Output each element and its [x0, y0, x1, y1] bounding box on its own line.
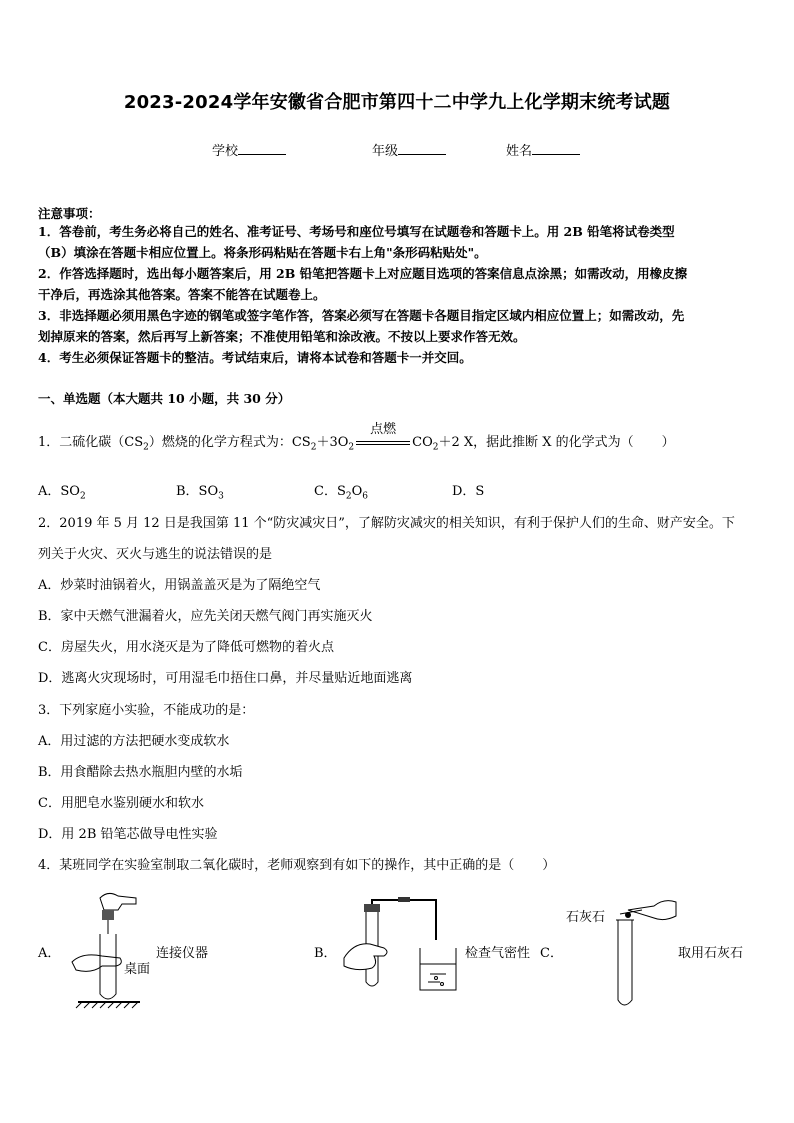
exam-title: 2023-2024学年安徽省合肥市第四十二中学九上化学期末统考试题	[123, 92, 671, 113]
option-a: A．$SO_2$	[38, 484, 86, 502]
question-4: 4．某班同学在实验室制取二氧化碳时，老师观察到有如下的操作，其中正确的是（ ）	[38, 858, 556, 873]
figure-a-letter: A．	[38, 946, 61, 961]
school-field	[212, 140, 286, 159]
question-1: 1．二硫化碳$(CS_2)$燃烧的化学方程式为：$CS_2+3O_2$ 点燃 $CO_2+2$ X，据此推断 X 的化学式为（ ）	[38, 431, 675, 453]
notes-heading: 注意事项：	[38, 206, 101, 221]
option-a: A．炒菜时油锅着火，用锅盖盖灭是为了隔绝空气	[38, 578, 321, 593]
school-label: 学校	[212, 144, 239, 159]
option-c: C．$S_2O_6$	[314, 484, 368, 502]
option-a: A．用过滤的方法把硬水变成软水	[38, 734, 230, 749]
note-line: 1．答卷前，考生务必将自己的姓名、准考证号、考场号和座位号填写在试题卷和答题卡上。用 2B 铅笔将试卷类型	[38, 224, 675, 239]
grade-label: 年级	[372, 144, 399, 159]
option-b: B．$SO_3$	[176, 484, 224, 502]
name-field	[506, 140, 580, 159]
reaction-arrow	[354, 421, 412, 450]
option-b: B．用食醋除去热水瓶胆内壁的水垢	[38, 765, 243, 780]
name-label: 姓名	[506, 144, 533, 159]
note-line: 3．非选择题必须用黑色字迹的钢笔或签字笔作答，答案必须写在答题卡各题目指定区域内相应位置上；如需改动，先	[38, 308, 685, 323]
option-c: C．房屋失火，用水浇灭是为了降低可燃物的着火点	[38, 640, 334, 655]
question-3: 3．下列家庭小实验，不能成功的是：	[38, 703, 255, 718]
option-d: D．用 2B 铅笔芯做导电性实验	[38, 827, 218, 842]
note-line: 4．考生必须保证答题卡的整洁。考试结束后，请将本试卷和答题卡一并交回。	[38, 350, 472, 365]
option-b: B．家中天燃气泄漏着火，应先关闭天燃气阀门再实施灭火	[38, 609, 373, 624]
limestone-figure	[608, 896, 678, 1014]
figure-b-caption: 检查气密性	[465, 946, 531, 961]
name-blank	[532, 142, 580, 155]
airtightness-figure	[340, 898, 465, 998]
reaction-condition: 点燃	[370, 421, 397, 437]
option-d: D．S	[452, 484, 485, 499]
note-line: 划掉原来的答案，然后再写上新答案；不准使用铅笔和涂改液。不按以上要求作答无效。	[38, 329, 526, 344]
note-line: 2．作答选择题时，选出每小题答案后，用 2B 铅笔把答题卡上对应题目选项的答案信息点涂黑；如需改动，用橡皮擦	[38, 266, 688, 281]
question-2-line1: 2．2019 年 5 月 12 日是我国第 11 个“防灾减灾日”，了解防灾减灾的相关知识，有利于保护人们的生命、财产安全。下	[38, 516, 735, 531]
grade-blank	[398, 142, 446, 155]
connect-apparatus-figure	[70, 890, 150, 1020]
figure-a-note: 桌面	[124, 962, 151, 977]
figure-c-note: 石灰石	[566, 910, 606, 925]
section-heading: 一、单选题（本大题共 10 小题，共 30 分）	[38, 391, 291, 406]
grade-field	[372, 140, 446, 159]
figure-b-letter: B．	[314, 946, 337, 961]
note-line: （B）填涂在答题卡相应位置上。将条形码粘贴在答题卡右上角"条形码粘贴处"。	[38, 245, 487, 260]
option-d: D．逃离火灾现场时，可用湿毛巾捂住口鼻，并尽量贴近地面逃离	[38, 671, 413, 686]
figure-a-caption: 连接仪器	[156, 946, 209, 961]
option-c: C．用肥皂水鉴别硬水和软水	[38, 796, 204, 811]
school-blank	[238, 142, 286, 155]
figure-c-caption: 取用石灰石	[678, 946, 744, 961]
figure-c-letter: C．	[540, 946, 563, 961]
note-line: 干净后，再选涂其他答案。答案不能答在试题卷上。	[38, 287, 326, 302]
question-2-line2: 列关于火灾、灭火与逃生的说法错误的是	[38, 547, 273, 562]
